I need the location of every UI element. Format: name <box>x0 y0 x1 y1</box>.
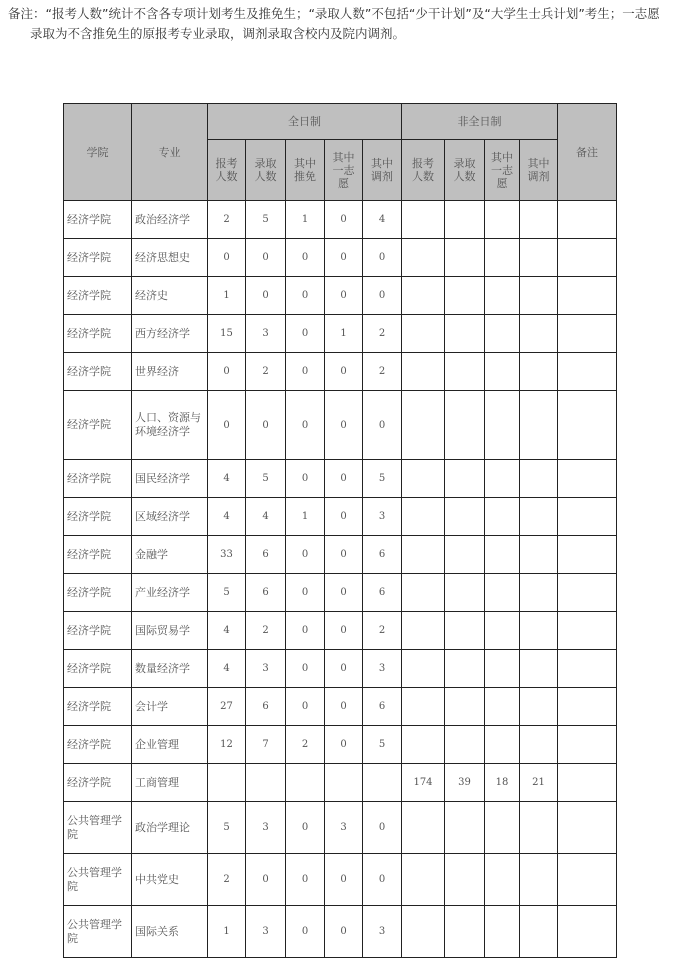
cell-college: 经济学院 <box>64 726 132 764</box>
cell-fulltime: 3 <box>246 650 286 688</box>
cell-college: 公共管理学院 <box>64 802 132 854</box>
table-row <box>64 239 617 277</box>
table-row <box>64 201 617 239</box>
cell-remark <box>558 353 617 391</box>
table-row <box>64 726 617 764</box>
cell-fulltime: 5 <box>363 726 402 764</box>
cell-parttime <box>520 802 558 854</box>
cell-major: 产业经济学 <box>132 574 208 612</box>
table-row <box>64 650 617 688</box>
cell-fulltime: 0 <box>325 460 363 498</box>
cell-fulltime: 0 <box>286 536 325 574</box>
cell-fulltime: 0 <box>325 612 363 650</box>
cell-college: 经济学院 <box>64 536 132 574</box>
table-row <box>64 536 617 574</box>
cell-fulltime: 4 <box>208 460 246 498</box>
header-fulltime-col <box>208 140 246 201</box>
cell-fulltime: 0 <box>286 854 325 906</box>
cell-parttime <box>520 460 558 498</box>
cell-parttime <box>520 906 558 958</box>
cell-college: 经济学院 <box>64 612 132 650</box>
cell-remark <box>558 802 617 854</box>
cell-remark <box>558 391 617 460</box>
cell-fulltime <box>286 764 325 802</box>
cell-college: 经济学院 <box>64 201 132 239</box>
cell-parttime <box>445 498 485 536</box>
cell-parttime <box>520 612 558 650</box>
cell-parttime <box>402 391 445 460</box>
cell-fulltime: 1 <box>325 315 363 353</box>
cell-fulltime: 4 <box>208 498 246 536</box>
cell-parttime <box>445 391 485 460</box>
header-fulltime-col-label: 录取人数 <box>254 157 277 183</box>
cell-parttime <box>520 650 558 688</box>
cell-fulltime: 0 <box>363 277 402 315</box>
cell-parttime <box>402 460 445 498</box>
cell-college: 经济学院 <box>64 353 132 391</box>
cell-parttime <box>402 906 445 958</box>
cell-parttime <box>402 239 445 277</box>
cell-fulltime: 0 <box>363 802 402 854</box>
cell-fulltime: 0 <box>246 854 286 906</box>
cell-parttime <box>402 277 445 315</box>
header-fulltime: 全日制 <box>208 104 402 140</box>
cell-college: 公共管理学院 <box>64 854 132 906</box>
cell-fulltime: 7 <box>246 726 286 764</box>
cell-fulltime: 0 <box>246 239 286 277</box>
cell-fulltime: 5 <box>208 802 246 854</box>
cell-fulltime: 2 <box>208 854 246 906</box>
table-row <box>64 353 617 391</box>
header-fulltime-col <box>363 140 402 201</box>
cell-parttime <box>485 802 520 854</box>
header-fulltime-col-label: 报考人数 <box>215 157 238 183</box>
cell-parttime <box>485 239 520 277</box>
header-fulltime-col-label: 其中推免 <box>294 157 316 183</box>
cell-remark <box>558 726 617 764</box>
cell-fulltime: 0 <box>325 201 363 239</box>
cell-college: 经济学院 <box>64 688 132 726</box>
cell-college: 公共管理学院 <box>64 906 132 958</box>
cell-parttime <box>520 353 558 391</box>
cell-fulltime: 0 <box>325 498 363 536</box>
cell-parttime <box>520 688 558 726</box>
cell-parttime <box>485 726 520 764</box>
cell-remark <box>558 277 617 315</box>
cell-fulltime: 0 <box>286 315 325 353</box>
cell-fulltime: 0 <box>325 688 363 726</box>
cell-parttime <box>520 315 558 353</box>
cell-major: 会计学 <box>132 688 208 726</box>
table-row <box>64 612 617 650</box>
cell-fulltime: 6 <box>246 688 286 726</box>
note-line-2: 录取为不含推免生的原报考专业录取，调剂录取含校内及院内调剂。 <box>30 26 406 41</box>
header-parttime-col <box>520 140 558 201</box>
cell-fulltime: 4 <box>246 498 286 536</box>
cell-fulltime: 3 <box>246 906 286 958</box>
cell-remark <box>558 239 617 277</box>
cell-fulltime: 0 <box>286 650 325 688</box>
cell-remark <box>558 574 617 612</box>
cell-college: 经济学院 <box>64 650 132 688</box>
cell-parttime <box>485 536 520 574</box>
cell-parttime: 18 <box>485 764 520 802</box>
cell-remark <box>558 764 617 802</box>
cell-major: 人口、资源与环境经济学 <box>132 391 208 460</box>
cell-parttime <box>402 650 445 688</box>
cell-remark <box>558 688 617 726</box>
cell-major: 金融学 <box>132 536 208 574</box>
cell-fulltime: 4 <box>208 612 246 650</box>
cell-parttime <box>402 574 445 612</box>
cell-fulltime: 2 <box>363 315 402 353</box>
cell-fulltime: 0 <box>286 391 325 460</box>
cell-parttime <box>402 353 445 391</box>
cell-fulltime: 0 <box>363 854 402 906</box>
cell-fulltime: 2 <box>246 353 286 391</box>
cell-major: 国际关系 <box>132 906 208 958</box>
table-row <box>64 764 617 802</box>
cell-fulltime: 0 <box>286 460 325 498</box>
header-remark: 备注 <box>558 104 617 201</box>
cell-fulltime: 15 <box>208 315 246 353</box>
cell-fulltime: 0 <box>208 391 246 460</box>
header-fulltime-col <box>246 140 286 201</box>
cell-remark <box>558 315 617 353</box>
cell-fulltime: 0 <box>286 353 325 391</box>
header-parttime: 非全日制 <box>402 104 558 140</box>
cell-college: 经济学院 <box>64 574 132 612</box>
cell-fulltime: 0 <box>208 353 246 391</box>
cell-fulltime: 0 <box>325 574 363 612</box>
cell-parttime: 21 <box>520 764 558 802</box>
cell-parttime <box>520 536 558 574</box>
cell-parttime <box>445 353 485 391</box>
cell-parttime <box>402 726 445 764</box>
cell-fulltime: 2 <box>286 726 325 764</box>
cell-fulltime: 6 <box>363 688 402 726</box>
header-parttime-col-label: 其中一志愿 <box>491 150 513 190</box>
cell-fulltime: 0 <box>325 536 363 574</box>
cell-parttime <box>445 650 485 688</box>
cell-fulltime: 5 <box>246 201 286 239</box>
cell-fulltime: 0 <box>325 650 363 688</box>
cell-parttime <box>445 536 485 574</box>
header-parttime-col <box>402 140 445 201</box>
table-row <box>64 802 617 854</box>
cell-college: 经济学院 <box>64 239 132 277</box>
table-row <box>64 574 617 612</box>
cell-parttime <box>520 726 558 764</box>
cell-parttime <box>485 391 520 460</box>
table-row <box>64 391 617 460</box>
cell-fulltime: 3 <box>246 802 286 854</box>
table-row <box>64 498 617 536</box>
cell-major: 经济思想史 <box>132 239 208 277</box>
cell-fulltime: 0 <box>208 239 246 277</box>
cell-parttime <box>485 315 520 353</box>
cell-major: 经济史 <box>132 277 208 315</box>
cell-remark <box>558 650 617 688</box>
cell-major: 政治学理论 <box>132 802 208 854</box>
cell-fulltime: 0 <box>286 906 325 958</box>
cell-fulltime: 0 <box>286 239 325 277</box>
cell-parttime <box>402 854 445 906</box>
table-row <box>64 688 617 726</box>
cell-major: 企业管理 <box>132 726 208 764</box>
cell-fulltime: 0 <box>286 612 325 650</box>
cell-fulltime: 1 <box>208 906 246 958</box>
cell-parttime: 174 <box>402 764 445 802</box>
cell-remark <box>558 906 617 958</box>
header-parttime-col-label: 录取人数 <box>453 157 476 183</box>
cell-parttime <box>520 277 558 315</box>
cell-fulltime: 0 <box>363 391 402 460</box>
header-parttime-col-label: 报考人数 <box>412 157 434 183</box>
cell-parttime <box>445 574 485 612</box>
cell-fulltime: 2 <box>363 353 402 391</box>
cell-parttime <box>520 574 558 612</box>
cell-parttime <box>445 612 485 650</box>
cell-fulltime: 6 <box>363 574 402 612</box>
cell-parttime <box>402 201 445 239</box>
cell-fulltime <box>246 764 286 802</box>
cell-college: 经济学院 <box>64 460 132 498</box>
header-parttime-col <box>485 140 520 201</box>
cell-major: 数量经济学 <box>132 650 208 688</box>
header-fulltime-col-label: 其中一志愿 <box>332 150 355 190</box>
header-major: 专业 <box>132 104 208 201</box>
cell-parttime <box>402 688 445 726</box>
cell-college: 经济学院 <box>64 315 132 353</box>
cell-fulltime: 0 <box>325 854 363 906</box>
table-row <box>64 854 617 906</box>
cell-parttime <box>485 854 520 906</box>
header-college: 学院 <box>64 104 132 201</box>
cell-fulltime: 27 <box>208 688 246 726</box>
header-fulltime-col <box>325 140 363 201</box>
cell-parttime <box>520 498 558 536</box>
admission-table <box>63 103 617 958</box>
cell-remark <box>558 854 617 906</box>
cell-parttime <box>445 854 485 906</box>
cell-parttime <box>485 688 520 726</box>
table-row <box>64 906 617 958</box>
cell-parttime <box>485 201 520 239</box>
cell-fulltime: 0 <box>325 277 363 315</box>
cell-fulltime: 2 <box>363 612 402 650</box>
cell-fulltime: 2 <box>208 201 246 239</box>
cell-major: 西方经济学 <box>132 315 208 353</box>
cell-major: 国民经济学 <box>132 460 208 498</box>
cell-fulltime: 12 <box>208 726 246 764</box>
cell-fulltime: 6 <box>363 536 402 574</box>
cell-remark <box>558 460 617 498</box>
cell-remark <box>558 536 617 574</box>
cell-fulltime: 0 <box>325 726 363 764</box>
cell-parttime <box>485 460 520 498</box>
cell-major: 国际贸易学 <box>132 612 208 650</box>
cell-fulltime: 6 <box>246 574 286 612</box>
cell-parttime <box>485 574 520 612</box>
cell-fulltime: 3 <box>363 906 402 958</box>
cell-fulltime: 3 <box>246 315 286 353</box>
cell-major: 区域经济学 <box>132 498 208 536</box>
cell-parttime <box>520 391 558 460</box>
cell-parttime <box>445 460 485 498</box>
cell-parttime <box>520 239 558 277</box>
cell-fulltime <box>208 764 246 802</box>
cell-parttime <box>402 315 445 353</box>
cell-parttime <box>402 536 445 574</box>
cell-fulltime: 0 <box>246 277 286 315</box>
cell-fulltime: 0 <box>363 239 402 277</box>
cell-fulltime: 1 <box>208 277 246 315</box>
table-row <box>64 460 617 498</box>
cell-fulltime: 33 <box>208 536 246 574</box>
cell-parttime <box>445 906 485 958</box>
cell-fulltime: 5 <box>246 460 286 498</box>
cell-college: 经济学院 <box>64 391 132 460</box>
table-row <box>64 277 617 315</box>
cell-fulltime: 5 <box>208 574 246 612</box>
header-parttime-col <box>445 140 485 201</box>
cell-major: 中共党史 <box>132 854 208 906</box>
cell-parttime <box>402 498 445 536</box>
cell-fulltime: 0 <box>286 688 325 726</box>
cell-fulltime: 0 <box>286 574 325 612</box>
cell-parttime <box>485 353 520 391</box>
cell-remark <box>558 201 617 239</box>
header-parttime-col-label: 其中调剂 <box>527 157 550 183</box>
cell-parttime <box>485 498 520 536</box>
cell-college: 经济学院 <box>64 277 132 315</box>
cell-fulltime <box>325 764 363 802</box>
cell-fulltime: 0 <box>325 906 363 958</box>
cell-remark <box>558 612 617 650</box>
cell-major: 工商管理 <box>132 764 208 802</box>
cell-parttime <box>485 650 520 688</box>
cell-parttime <box>520 854 558 906</box>
cell-parttime <box>445 239 485 277</box>
header-fulltime-col <box>286 140 325 201</box>
cell-fulltime: 0 <box>325 391 363 460</box>
cell-parttime <box>445 688 485 726</box>
cell-remark <box>558 498 617 536</box>
cell-major: 世界经济 <box>132 353 208 391</box>
cell-fulltime: 3 <box>325 802 363 854</box>
cell-college: 经济学院 <box>64 498 132 536</box>
cell-parttime <box>485 612 520 650</box>
cell-fulltime: 2 <box>246 612 286 650</box>
cell-fulltime: 0 <box>286 277 325 315</box>
cell-parttime <box>402 612 445 650</box>
cell-fulltime: 0 <box>246 391 286 460</box>
cell-college: 经济学院 <box>64 764 132 802</box>
cell-parttime <box>445 201 485 239</box>
cell-parttime <box>485 906 520 958</box>
note-line-1: 备注：“报考人数”统计不含各专项计划考生及推免生；“录取人数”不包括“少干计划”及“大学生士兵计划”考生；一志愿 <box>8 6 660 21</box>
cell-fulltime: 6 <box>246 536 286 574</box>
remark-note <box>8 4 678 44</box>
cell-fulltime: 3 <box>363 650 402 688</box>
cell-fulltime: 0 <box>325 239 363 277</box>
cell-parttime: 39 <box>445 764 485 802</box>
cell-parttime <box>445 277 485 315</box>
cell-parttime <box>520 201 558 239</box>
header-fulltime-col-label: 其中调剂 <box>371 157 393 183</box>
cell-major: 政治经济学 <box>132 201 208 239</box>
cell-fulltime: 0 <box>325 353 363 391</box>
cell-fulltime <box>363 764 402 802</box>
cell-fulltime: 4 <box>208 650 246 688</box>
cell-fulltime: 4 <box>363 201 402 239</box>
cell-parttime <box>445 726 485 764</box>
cell-parttime <box>445 315 485 353</box>
cell-parttime <box>445 802 485 854</box>
cell-parttime <box>485 277 520 315</box>
cell-fulltime: 1 <box>286 498 325 536</box>
cell-fulltime: 0 <box>286 802 325 854</box>
cell-fulltime: 3 <box>363 498 402 536</box>
table-row <box>64 315 617 353</box>
cell-parttime <box>402 802 445 854</box>
cell-fulltime: 5 <box>363 460 402 498</box>
cell-fulltime: 1 <box>286 201 325 239</box>
